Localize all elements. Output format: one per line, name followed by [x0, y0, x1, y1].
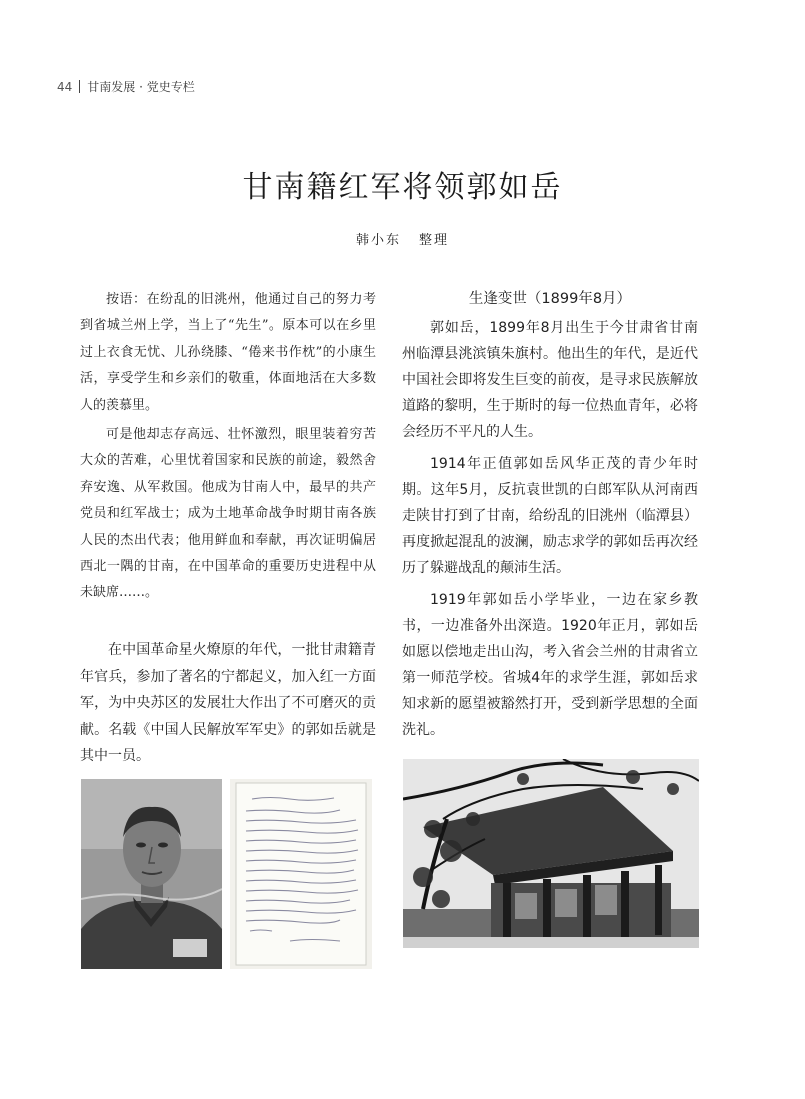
header-divider — [79, 80, 80, 93]
author-name: 韩小东 — [355, 233, 401, 248]
body-paragraph: 1919年郭如岳小学毕业，一边在家乡教书，一边准备外出深造。1920年正月，郭如岳如愿以偿地走出山沟，考入省会兰州的甘肃省立第一师范学校。省城4年的求学生涯，郭如岳求知求新的愿望被豁然打开，受到新学思想的全面洗礼。 — [402, 592, 698, 738]
letter-illustration — [230, 779, 372, 969]
body-paragraph: 在中国革命星火燎原的年代，一批甘肃籍青年官兵，参加了著名的宁都起义，加入红一方面军，为中央苏区的发展壮大作出了不可磨灭的贡献。名载《中国人民解放军军史》的郭如岳就是其中一员。 — [80, 642, 376, 764]
editor-note-paragraph: 按语：在纷乱的旧洮州，他通过自己的努力考到省城兰州上学，当上了“先生”。原本可以在乡里过上衣食无忧、儿孙绕膝、“倦来书作枕”的小康生活，享受学生和乡亲们的敬重，体面地活在大多数人的羡慕里。 — [80, 292, 376, 413]
body-paragraph: 郭如岳，1899年8月出生于今甘肃省甘南州临潭县洮滨镇朱旗村。他出生的年代，是近代中国社会即将发生巨变的前夜，是寻求民族解放道路的黎明，生于斯时的每一位热血青年，必将会经历不平凡的人生。 — [402, 320, 698, 440]
page-number: 44 — [57, 79, 73, 94]
handwritten-letter-photo — [230, 779, 372, 969]
section-heading: 生逢变世（1899年8月） — [468, 291, 632, 307]
author-role: 整理 — [419, 233, 450, 248]
portrait-photo — [81, 779, 222, 969]
section-born-in-turbulent-times — [402, 287, 698, 749]
building-illustration — [403, 759, 699, 948]
portrait-illustration — [81, 779, 222, 969]
editor-note — [80, 287, 376, 610]
article-title: 甘南籍红军将领郭如岳 — [242, 170, 563, 205]
section-label: 甘南发展 · 党史专栏 — [87, 80, 195, 94]
page-header — [57, 78, 195, 95]
author-line — [0, 229, 805, 248]
body-intro — [80, 637, 376, 770]
editor-note-paragraph: 可是他却志存高远、壮怀激烈，眼里装着穷苦大众的苦难，心里忧着国家和民族的前途，毅然舍弃安逸、从军救国。他成为甘南人中，最早的共产党员和红军战士；成为土地革命战争时期甘南各族人民的杰出代表；他用鲜血和奉献，再次证明偏居西北一隅的甘南，在中国革命的重要历史进程中从未缺席……。 — [80, 427, 376, 601]
historic-building-photo — [403, 759, 699, 948]
body-paragraph: 1914年正值郭如岳风华正茂的青少年时期。这年5月，反抗袁世凯的白郎军队从河南西走陕甘打到了甘南，给纷乱的旧洮州（临潭县）再度掀起混乱的波澜，励志求学的郭如岳再次经历了躲避战乱的颠沛生活。 — [402, 456, 698, 576]
